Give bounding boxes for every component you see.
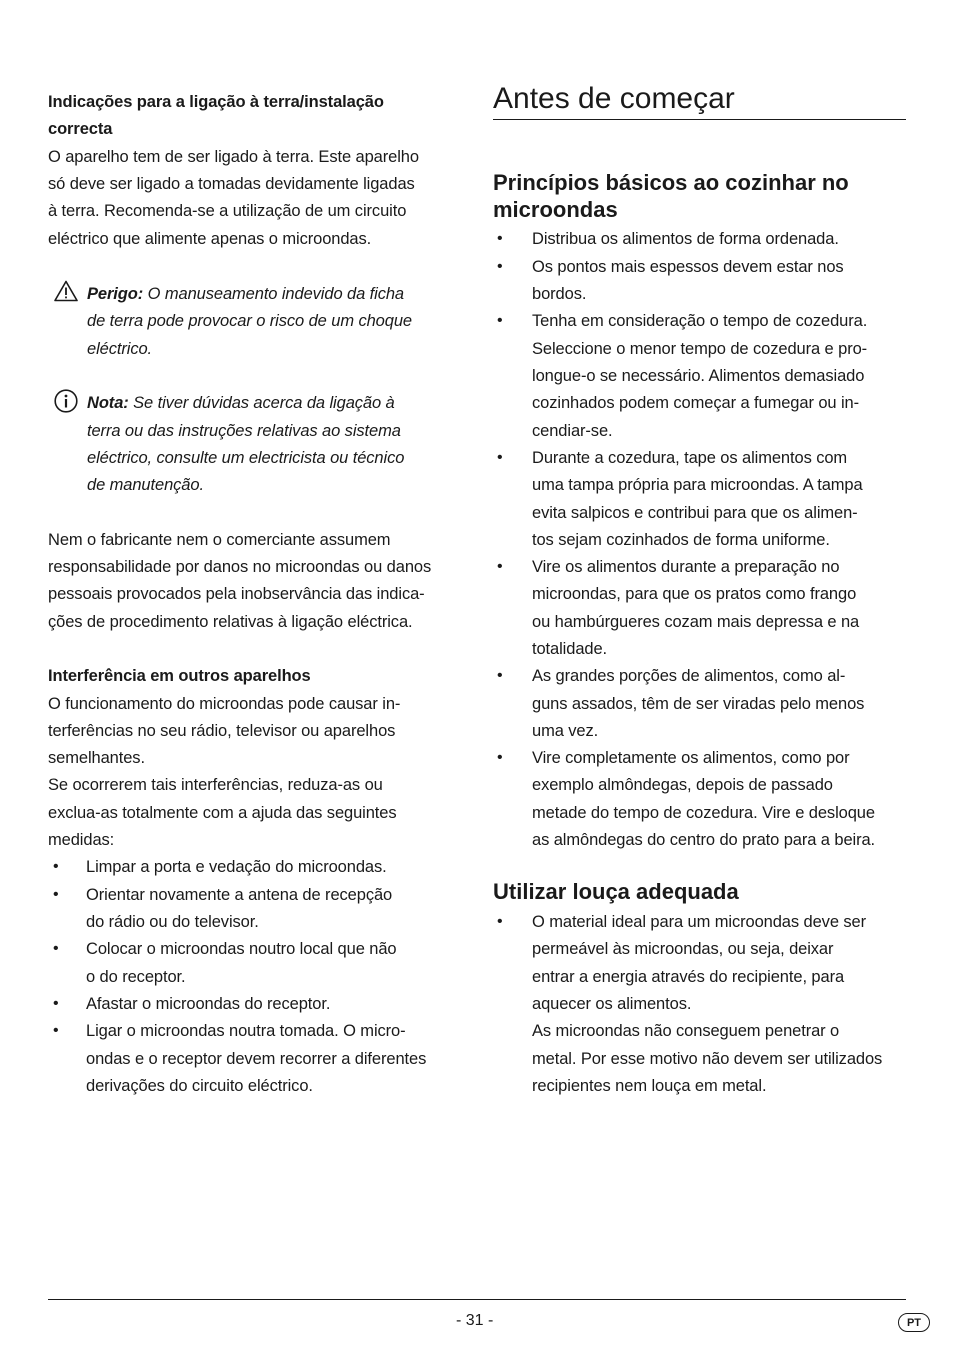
interference-bullet-line: derivações do circuito eléctrico. [86,1077,313,1095]
ground-text-line: eléctrico que alimente apenas o microondas. [48,230,372,248]
danger-text-line: eléctrico. [87,340,153,358]
danger-text: O manuseamento indevido da ficha [143,285,405,303]
danger-text-line: de terra pode provocar o risco de um choque [87,312,412,330]
interference-text-line: O funcionamento do microondas pode causar in- [48,695,401,713]
note-text-line: terra ou das instruções relativas ao sistema [87,422,401,440]
bullet-dot: • [53,886,59,903]
section1-bullet-line: Vire completamente os alimentos, como por [532,749,850,767]
section2-heading: Utilizar louça adequada [493,879,739,904]
interference-bullet-line: Afastar o microondas do receptor. [86,995,331,1013]
ground-heading-line1: Indicações para a ligação à terra/instalação [48,93,384,111]
section1-bullet-line: tos sejam cozinhados de forma uniforme. [532,531,830,549]
page-title: Antes de começar [493,82,735,115]
section1-bullet-line: metade do tempo de cozedura. Vire e desloque [532,804,875,822]
bullet-dot: • [497,558,503,575]
language-badge: PT [898,1313,930,1332]
section1-bullet-line: cozinhados podem começar a fumegar ou in- [532,394,859,412]
info-circle-icon [54,389,78,413]
section1-bullet-line: Distribua os alimentos de forma ordenada. [532,230,839,248]
interference-text-line: Se ocorrerem tais interferências, reduza-as ou [48,776,383,794]
interference-bullet-line: Ligar o microondas noutra tomada. O micro- [86,1022,406,1040]
section2-bullet-line: recipientes nem louça em metal. [532,1077,767,1095]
section1-bullet-line: evita salpicos e contribui para que os alimen- [532,504,858,522]
liability-text-line: ções de procedimento relativas à ligação eléctrica. [48,613,413,631]
liability-text-line: pessoais provocados pela inobservância das indica- [48,585,425,603]
bullet-dot: • [53,858,59,875]
section1-bullet-line: As grandes porções de alimentos, como al- [532,667,846,685]
ground-text-line: só deve ser ligado a tomadas devidamente ligadas [48,175,415,193]
section1-bullet-line: totalidade. [532,640,608,658]
section1-heading-line2: microondas [493,197,618,222]
bullet-dot: • [53,1022,59,1039]
note-line1 [87,393,395,413]
note-text-line: de manutenção. [87,476,204,494]
bullet-dot: • [497,667,503,684]
interference-bullet-line: o do receptor. [86,968,186,986]
section2-bullet-line: As microondas não conseguem penetrar o [532,1022,840,1040]
section1-bullet-line: guns assados, têm de ser viradas pelo menos [532,695,865,713]
interference-bullet-line: Orientar novamente a antena de recepção [86,886,393,904]
section1-heading-line1: Princípios básicos ao cozinhar no [493,170,849,195]
interference-bullet-line: Limpar a porta e vedação do microondas. [86,858,387,876]
section1-bullet-line: ou hambúrgueres cozam mais depressa e na [532,613,860,631]
bullet-dot: • [53,995,59,1012]
section2-bullet-line: aquecer os alimentos. [532,995,692,1013]
interference-bullet-line: Colocar o microondas noutro local que não [86,940,397,958]
bullet-dot: • [497,312,503,329]
section1-bullet-line: Os pontos mais espessos devem estar nos [532,258,844,276]
section1-bullet-line: Seleccione o menor tempo de cozedura e pro- [532,340,868,358]
liability-text-line: Nem o fabricante nem o comerciante assumem [48,531,391,549]
title-rule [493,119,906,120]
section1-bullet-line: Vire os alimentos durante a preparação no [532,558,840,576]
section1-bullet-line: microondas, para que os pratos como frango [532,585,857,603]
ground-text-line: O aparelho tem de ser ligado à terra. Este aparelho [48,148,419,166]
section1-bullet-line: uma tampa própria para microondas. A tampa [532,476,863,494]
interference-bullet-line: do rádio ou do televisor. [86,913,259,931]
bullet-dot: • [497,258,503,275]
bullet-dot: • [497,449,503,466]
section1-bullet-line: as almôndegas do centro do prato para a beira. [532,831,876,849]
interference-bullet-line: ondas e o receptor devem recorrer a diferentes [86,1050,427,1068]
interference-text-line: exclua-as totalmente com a ajuda das seguintes [48,804,397,822]
danger-label: Perigo: [87,285,144,303]
note-text: Se tiver dúvidas acerca da ligação à [128,394,395,412]
section1-bullet-line: uma vez. [532,722,599,740]
warning-triangle-icon [54,280,78,302]
section2-bullet-line: metal. Por esse motivo não devem ser utilizados [532,1050,883,1068]
section2-bullet-line: permeável às microondas, ou seja, deixar [532,940,834,958]
bullet-dot: • [497,230,503,247]
section1-bullet-line: exemplo almôndegas, depois de passado [532,776,833,794]
interference-heading: Interferência em outros aparelhos [48,667,311,685]
danger-line1 [87,284,404,304]
bullet-dot: • [497,749,503,766]
interference-text-line: medidas: [48,831,115,849]
section1-bullet-line: bordos. [532,285,587,303]
section2-bullet-line: O material ideal para um microondas deve ser [532,913,867,931]
interference-text-line: terferências no seu rádio, televisor ou aparelhos [48,722,396,740]
page-number: - 31 - [456,1312,494,1329]
section1-bullet-line: cendiar-se. [532,422,613,440]
liability-text-line: responsabilidade por danos no microondas ou danos [48,558,432,576]
section1-bullet-line: Durante a cozedura, tape os alimentos com [532,449,848,467]
ground-heading-line2: correcta [48,120,113,138]
bullet-dot: • [497,913,503,930]
bullet-dot: • [53,940,59,957]
section2-bullet-line: entrar a energia através do recipiente, para [532,968,845,986]
section1-bullet-line: Tenha em consideração o tempo de cozedura. [532,312,868,330]
section1-bullet-line: longue-o se necessário. Alimentos demasiado [532,367,865,385]
note-text-line: eléctrico, consulte um electricista ou técnico [87,449,405,467]
interference-text-line: semelhantes. [48,749,145,767]
note-label: Nota: [87,394,129,412]
footer-rule [48,1299,906,1300]
ground-text-line: à terra. Recomenda-se a utilização de um circuito [48,202,407,220]
